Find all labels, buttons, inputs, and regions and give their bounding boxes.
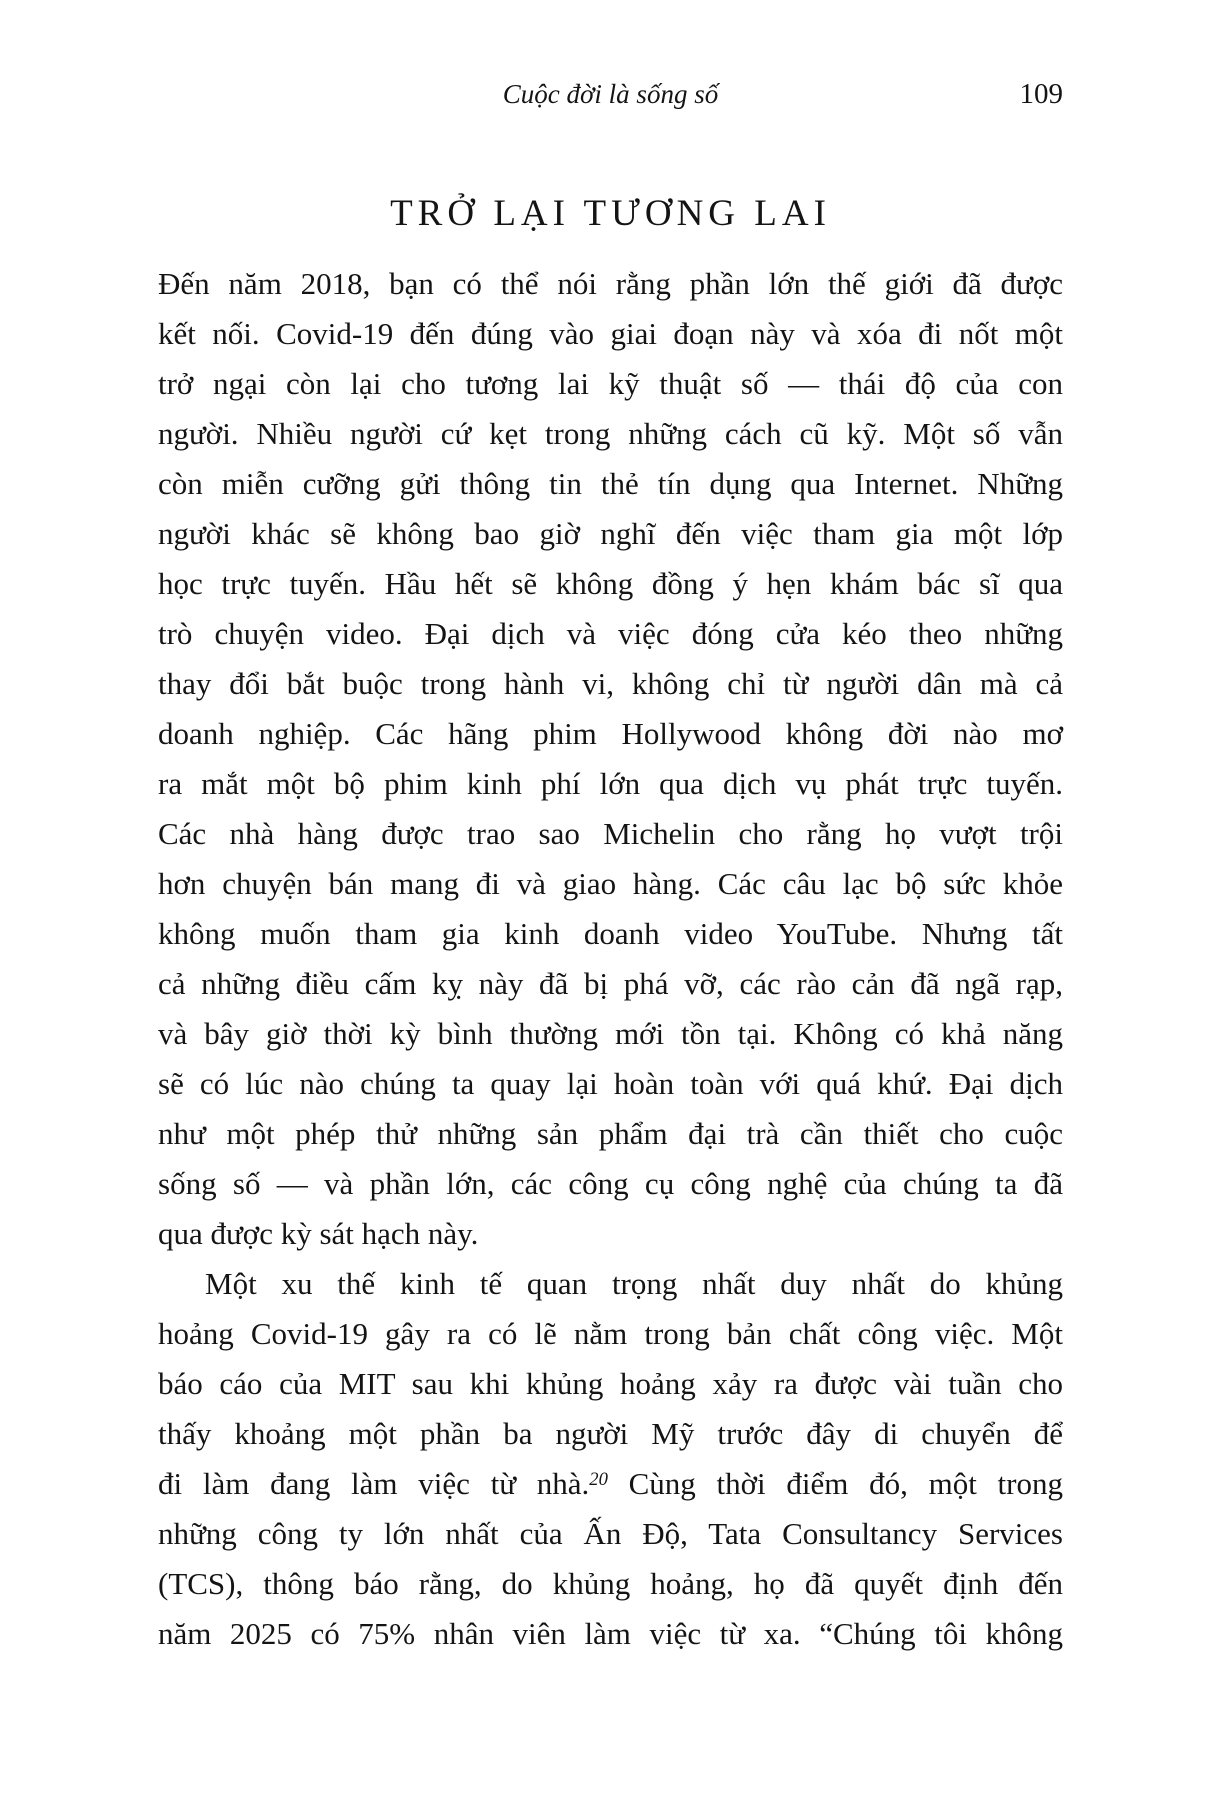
body-line-paragraph-start: Một xu thế kinh tế quan trọng nhất duy nhất do khủng — [205, 1266, 1063, 1301]
body-line: người. Nhiều người cứ kẹt trong những cách cũ kỹ. Một số vẫn — [158, 416, 1063, 451]
body-line: Các nhà hàng được trao sao Michelin cho rằng họ vượt trội — [158, 816, 1063, 851]
body-line: sống số — và phần lớn, các công cụ công nghệ của chúng ta đã — [158, 1166, 1063, 1201]
body-text — [158, 259, 1063, 1659]
body-line: người khác sẽ không bao giờ nghĩ đến việc tham gia một lớp — [158, 516, 1063, 551]
body-line: thấy khoảng một phần ba người Mỹ trước đây di chuyển để — [158, 1416, 1063, 1451]
page-number: 109 — [1019, 78, 1063, 110]
body-line — [158, 1459, 1063, 1509]
body-line: như một phép thử những sản phẩm đại trà cần thiết cho cuộc — [158, 1116, 1063, 1151]
body-line: những công ty lớn nhất của Ấn Độ, Tata Consultancy Services — [158, 1516, 1063, 1551]
body-line-paragraph-end: qua được kỳ sát hạch này. — [158, 1216, 479, 1251]
body-line: hơn chuyện bán mang đi và giao hàng. Các câu lạc bộ sức khỏe — [158, 866, 1063, 901]
body-line: sẽ có lúc nào chúng ta quay lại hoàn toàn với quá khứ. Đại dịch — [158, 1066, 1063, 1101]
body-line: hoảng Covid-19 gây ra có lẽ nằm trong bản chất công việc. Một — [158, 1316, 1063, 1351]
body-line: kết nối. Covid-19 đến đúng vào giai đoạn này và xóa đi nốt một — [158, 316, 1063, 351]
body-line: thay đổi bắt buộc trong hành vi, không chỉ từ người dân mà cả — [158, 666, 1063, 701]
body-line: và bây giờ thời kỳ bình thường mới tồn tại. Không có khả năng — [158, 1016, 1063, 1051]
body-line: ra mắt một bộ phim kinh phí lớn qua dịch vụ phát trực tuyến. — [158, 766, 1063, 801]
footnote-ref: 20 — [589, 1468, 608, 1490]
body-line: năm 2025 có 75% nhân viên làm việc từ xa. “Chúng tôi không — [158, 1616, 1063, 1651]
running-header — [158, 74, 1063, 114]
body-line: học trực tuyến. Hầu hết sẽ không đồng ý hẹn khám bác sĩ qua — [158, 566, 1063, 601]
section-title: TRỞ LẠI TƯƠNG LAI — [390, 193, 831, 234]
body-line: còn miễn cưỡng gửi thông tin thẻ tín dụng qua Internet. Những — [158, 466, 1063, 501]
body-line: trở ngại còn lại cho tương lai kỹ thuật số — thái độ của con — [158, 366, 1063, 401]
body-line: báo cáo của MIT sau khi khủng hoảng xảy ra được vài tuần cho — [158, 1366, 1063, 1401]
running-header-title: Cuộc đời là sống số — [502, 79, 719, 109]
body-line: trò chuyện video. Đại dịch và việc đóng cửa kéo theo những — [158, 616, 1063, 651]
body-line-text: Cùng thời điểm đó, một trong — [607, 1466, 1063, 1501]
body-line: doanh nghiệp. Các hãng phim Hollywood không đời nào mơ — [158, 716, 1063, 751]
body-line-text: đi làm đang làm việc từ nhà. — [158, 1466, 590, 1501]
body-line: Đến năm 2018, bạn có thể nói rằng phần lớn thế giới đã được — [158, 266, 1063, 301]
body-line: cả những điều cấm kỵ này đã bị phá vỡ, các rào cản đã ngã rạp, — [158, 966, 1063, 1001]
body-line: (TCS), thông báo rằng, do khủng hoảng, họ đã quyết định đến — [158, 1566, 1063, 1601]
body-line: không muốn tham gia kinh doanh video YouTube. Nhưng tất — [158, 916, 1063, 951]
